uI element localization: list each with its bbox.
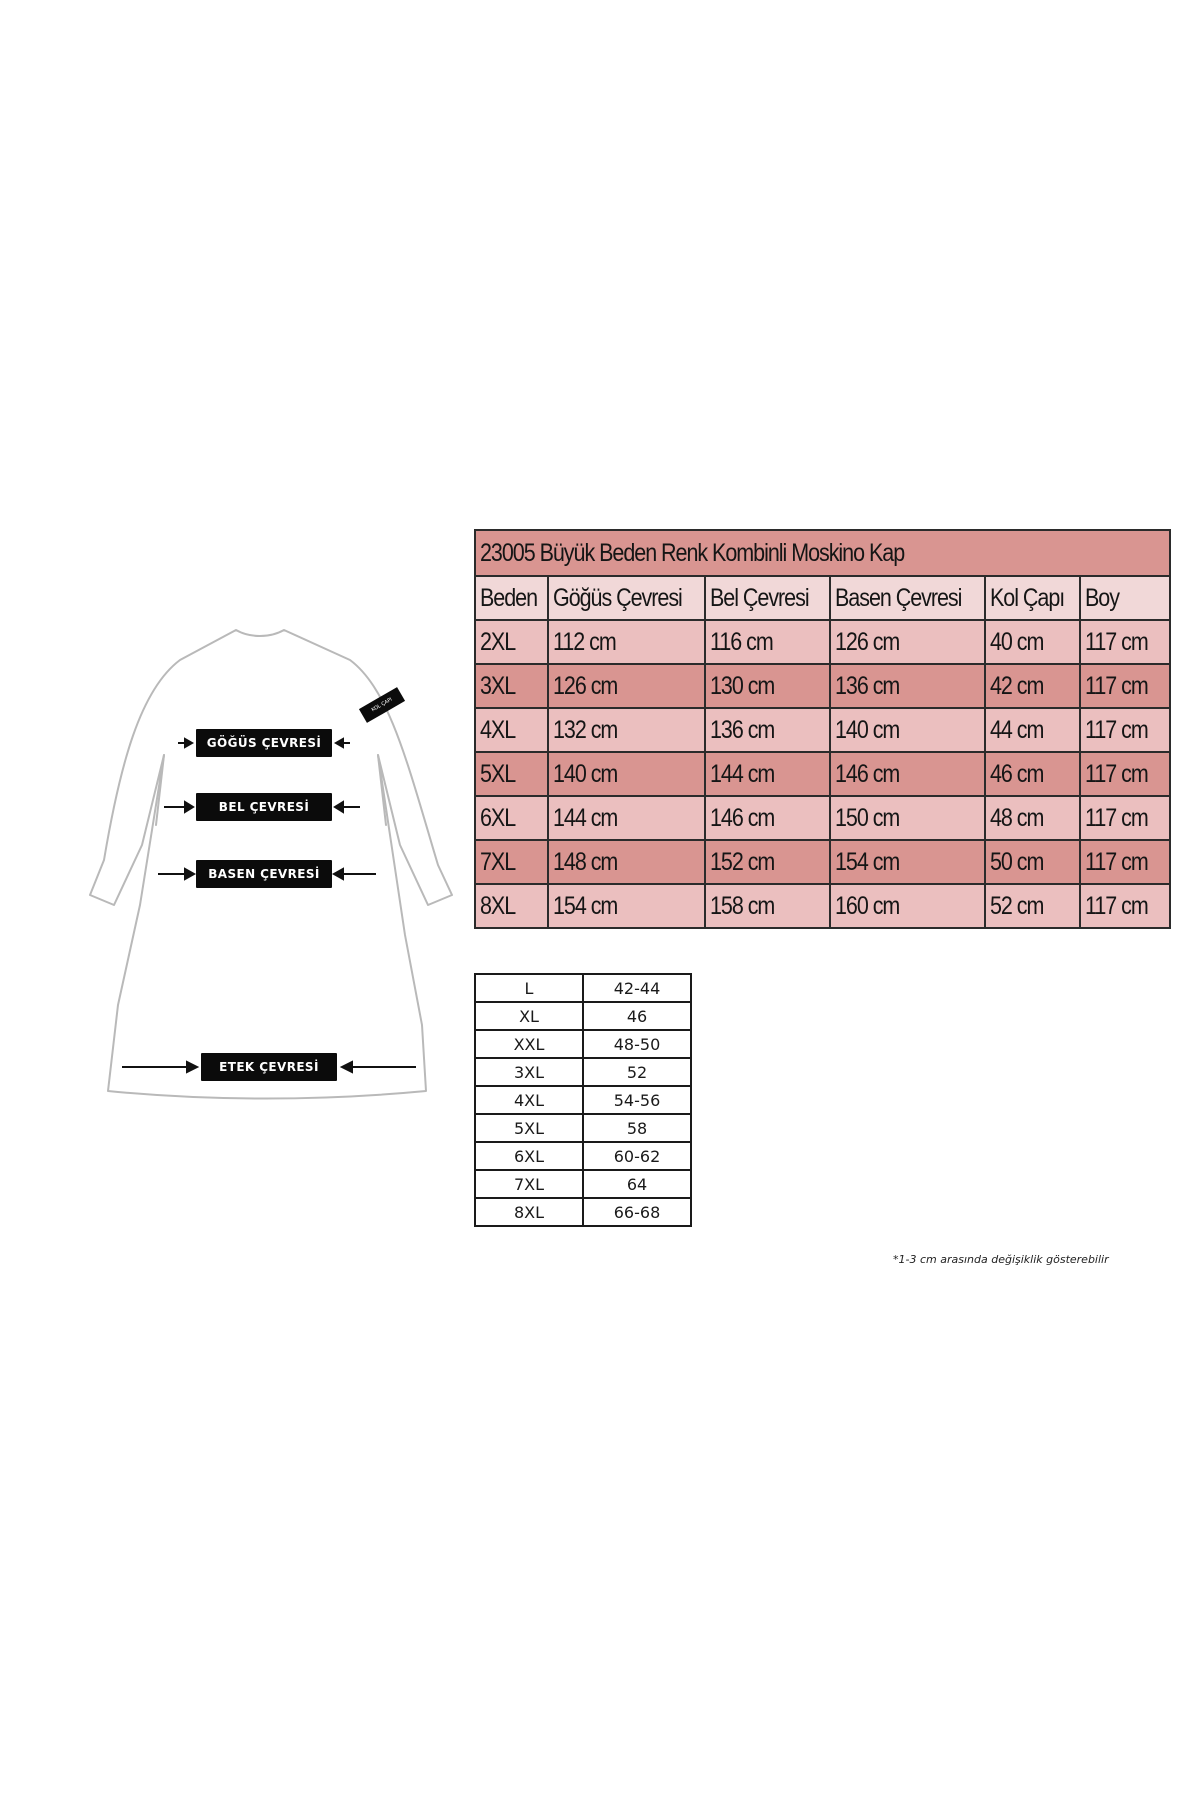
table-cell: 154 cm: [830, 840, 985, 884]
hip-label: BASEN ÇEVRESİ: [196, 860, 332, 888]
table-cell: XXL: [475, 1030, 583, 1058]
table-cell: 146 cm: [705, 796, 830, 840]
table-cell: 152 cm: [705, 840, 830, 884]
garment-diagram: [60, 605, 460, 1125]
table-cell: 7XL: [475, 840, 548, 884]
table-cell: 117 cm: [1080, 752, 1170, 796]
table-row: [475, 796, 1170, 840]
table-cell: 42 cm: [985, 664, 1080, 708]
table-cell: 132 cm: [548, 708, 705, 752]
table-row: [475, 708, 1170, 752]
header-cell: Göğüs Çevresi: [548, 576, 705, 620]
table-cell: 6XL: [475, 796, 548, 840]
table-cell: XL: [475, 1002, 583, 1030]
table-cell: 42-44: [583, 974, 691, 1002]
table-cell: 50 cm: [985, 840, 1080, 884]
header-cell: Basen Çevresi: [830, 576, 985, 620]
table-cell: 154 cm: [548, 884, 705, 928]
table-cell: 144 cm: [548, 796, 705, 840]
table-cell: 117 cm: [1080, 796, 1170, 840]
table-cell: 116 cm: [705, 620, 830, 664]
sleeve-tag: KOL ÇAPI: [359, 687, 405, 723]
table-cell: 148 cm: [548, 840, 705, 884]
table-cell: 2XL: [475, 620, 548, 664]
header-cell: Kol Çapı: [985, 576, 1080, 620]
table-row: [475, 1002, 691, 1030]
table-cell: 48 cm: [985, 796, 1080, 840]
table-cell: 60-62: [583, 1142, 691, 1170]
size-table-title: 23005 Büyük Beden Renk Kombinli Moskino Kap: [475, 530, 1170, 576]
table-cell: 4XL: [475, 708, 548, 752]
header-cell: Bel Çevresi: [705, 576, 830, 620]
table-cell: 126 cm: [548, 664, 705, 708]
table-cell: 66-68: [583, 1198, 691, 1226]
table-row: [475, 884, 1170, 928]
table-cell: 54-56: [583, 1086, 691, 1114]
table-cell: 44 cm: [985, 708, 1080, 752]
table-cell: 64: [583, 1170, 691, 1198]
table-row: [475, 1030, 691, 1058]
table-row: [475, 664, 1170, 708]
table-cell: 144 cm: [705, 752, 830, 796]
table-cell: 46: [583, 1002, 691, 1030]
table-cell: 4XL: [475, 1086, 583, 1114]
table-cell: 117 cm: [1080, 664, 1170, 708]
table-cell: 8XL: [475, 1198, 583, 1226]
table-cell: 140 cm: [548, 752, 705, 796]
header-cell: Beden: [475, 576, 548, 620]
size-table: [474, 529, 1171, 929]
table-cell: 117 cm: [1080, 620, 1170, 664]
table-row: [475, 974, 691, 1002]
table-row: [475, 1198, 691, 1226]
size-table-header-row: [475, 576, 1170, 620]
table-cell: 5XL: [475, 1114, 583, 1142]
hem-label: ETEK ÇEVRESİ: [201, 1053, 337, 1081]
table-row: [475, 1170, 691, 1198]
table-cell: 130 cm: [705, 664, 830, 708]
table-cell: 160 cm: [830, 884, 985, 928]
table-row: [475, 620, 1170, 664]
table-cell: 117 cm: [1080, 708, 1170, 752]
table-cell: 7XL: [475, 1170, 583, 1198]
table-cell: 46 cm: [985, 752, 1080, 796]
table-row: [475, 1086, 691, 1114]
table-cell: 40 cm: [985, 620, 1080, 664]
table-cell: 5XL: [475, 752, 548, 796]
table-cell: 146 cm: [830, 752, 985, 796]
table-cell: 48-50: [583, 1030, 691, 1058]
table-row: [475, 1114, 691, 1142]
table-cell: 3XL: [475, 1058, 583, 1086]
table-cell: 6XL: [475, 1142, 583, 1170]
header-cell: Boy: [1080, 576, 1170, 620]
table-cell: 8XL: [475, 884, 548, 928]
measurement-arrows: [60, 605, 460, 1125]
size-conversion-table: [474, 973, 692, 1227]
table-cell: 58: [583, 1114, 691, 1142]
table-cell: 158 cm: [705, 884, 830, 928]
table-row: [475, 752, 1170, 796]
table-row: [475, 840, 1170, 884]
table-cell: 112 cm: [548, 620, 705, 664]
table-cell: 140 cm: [830, 708, 985, 752]
table-cell: 52 cm: [985, 884, 1080, 928]
waist-label: BEL ÇEVRESİ: [196, 793, 332, 821]
footnote: *1-3 cm arasında değişiklik gösterebilir: [893, 1253, 1109, 1266]
table-row: [475, 1142, 691, 1170]
chest-label: GÖĞÜS ÇEVRESİ: [196, 729, 332, 757]
table-cell: 126 cm: [830, 620, 985, 664]
table-cell: 117 cm: [1080, 884, 1170, 928]
table-cell: 136 cm: [830, 664, 985, 708]
table-cell: L: [475, 974, 583, 1002]
table-cell: 52: [583, 1058, 691, 1086]
table-row: [475, 1058, 691, 1086]
table-cell: 3XL: [475, 664, 548, 708]
table-cell: 117 cm: [1080, 840, 1170, 884]
table-cell: 136 cm: [705, 708, 830, 752]
table-cell: 150 cm: [830, 796, 985, 840]
